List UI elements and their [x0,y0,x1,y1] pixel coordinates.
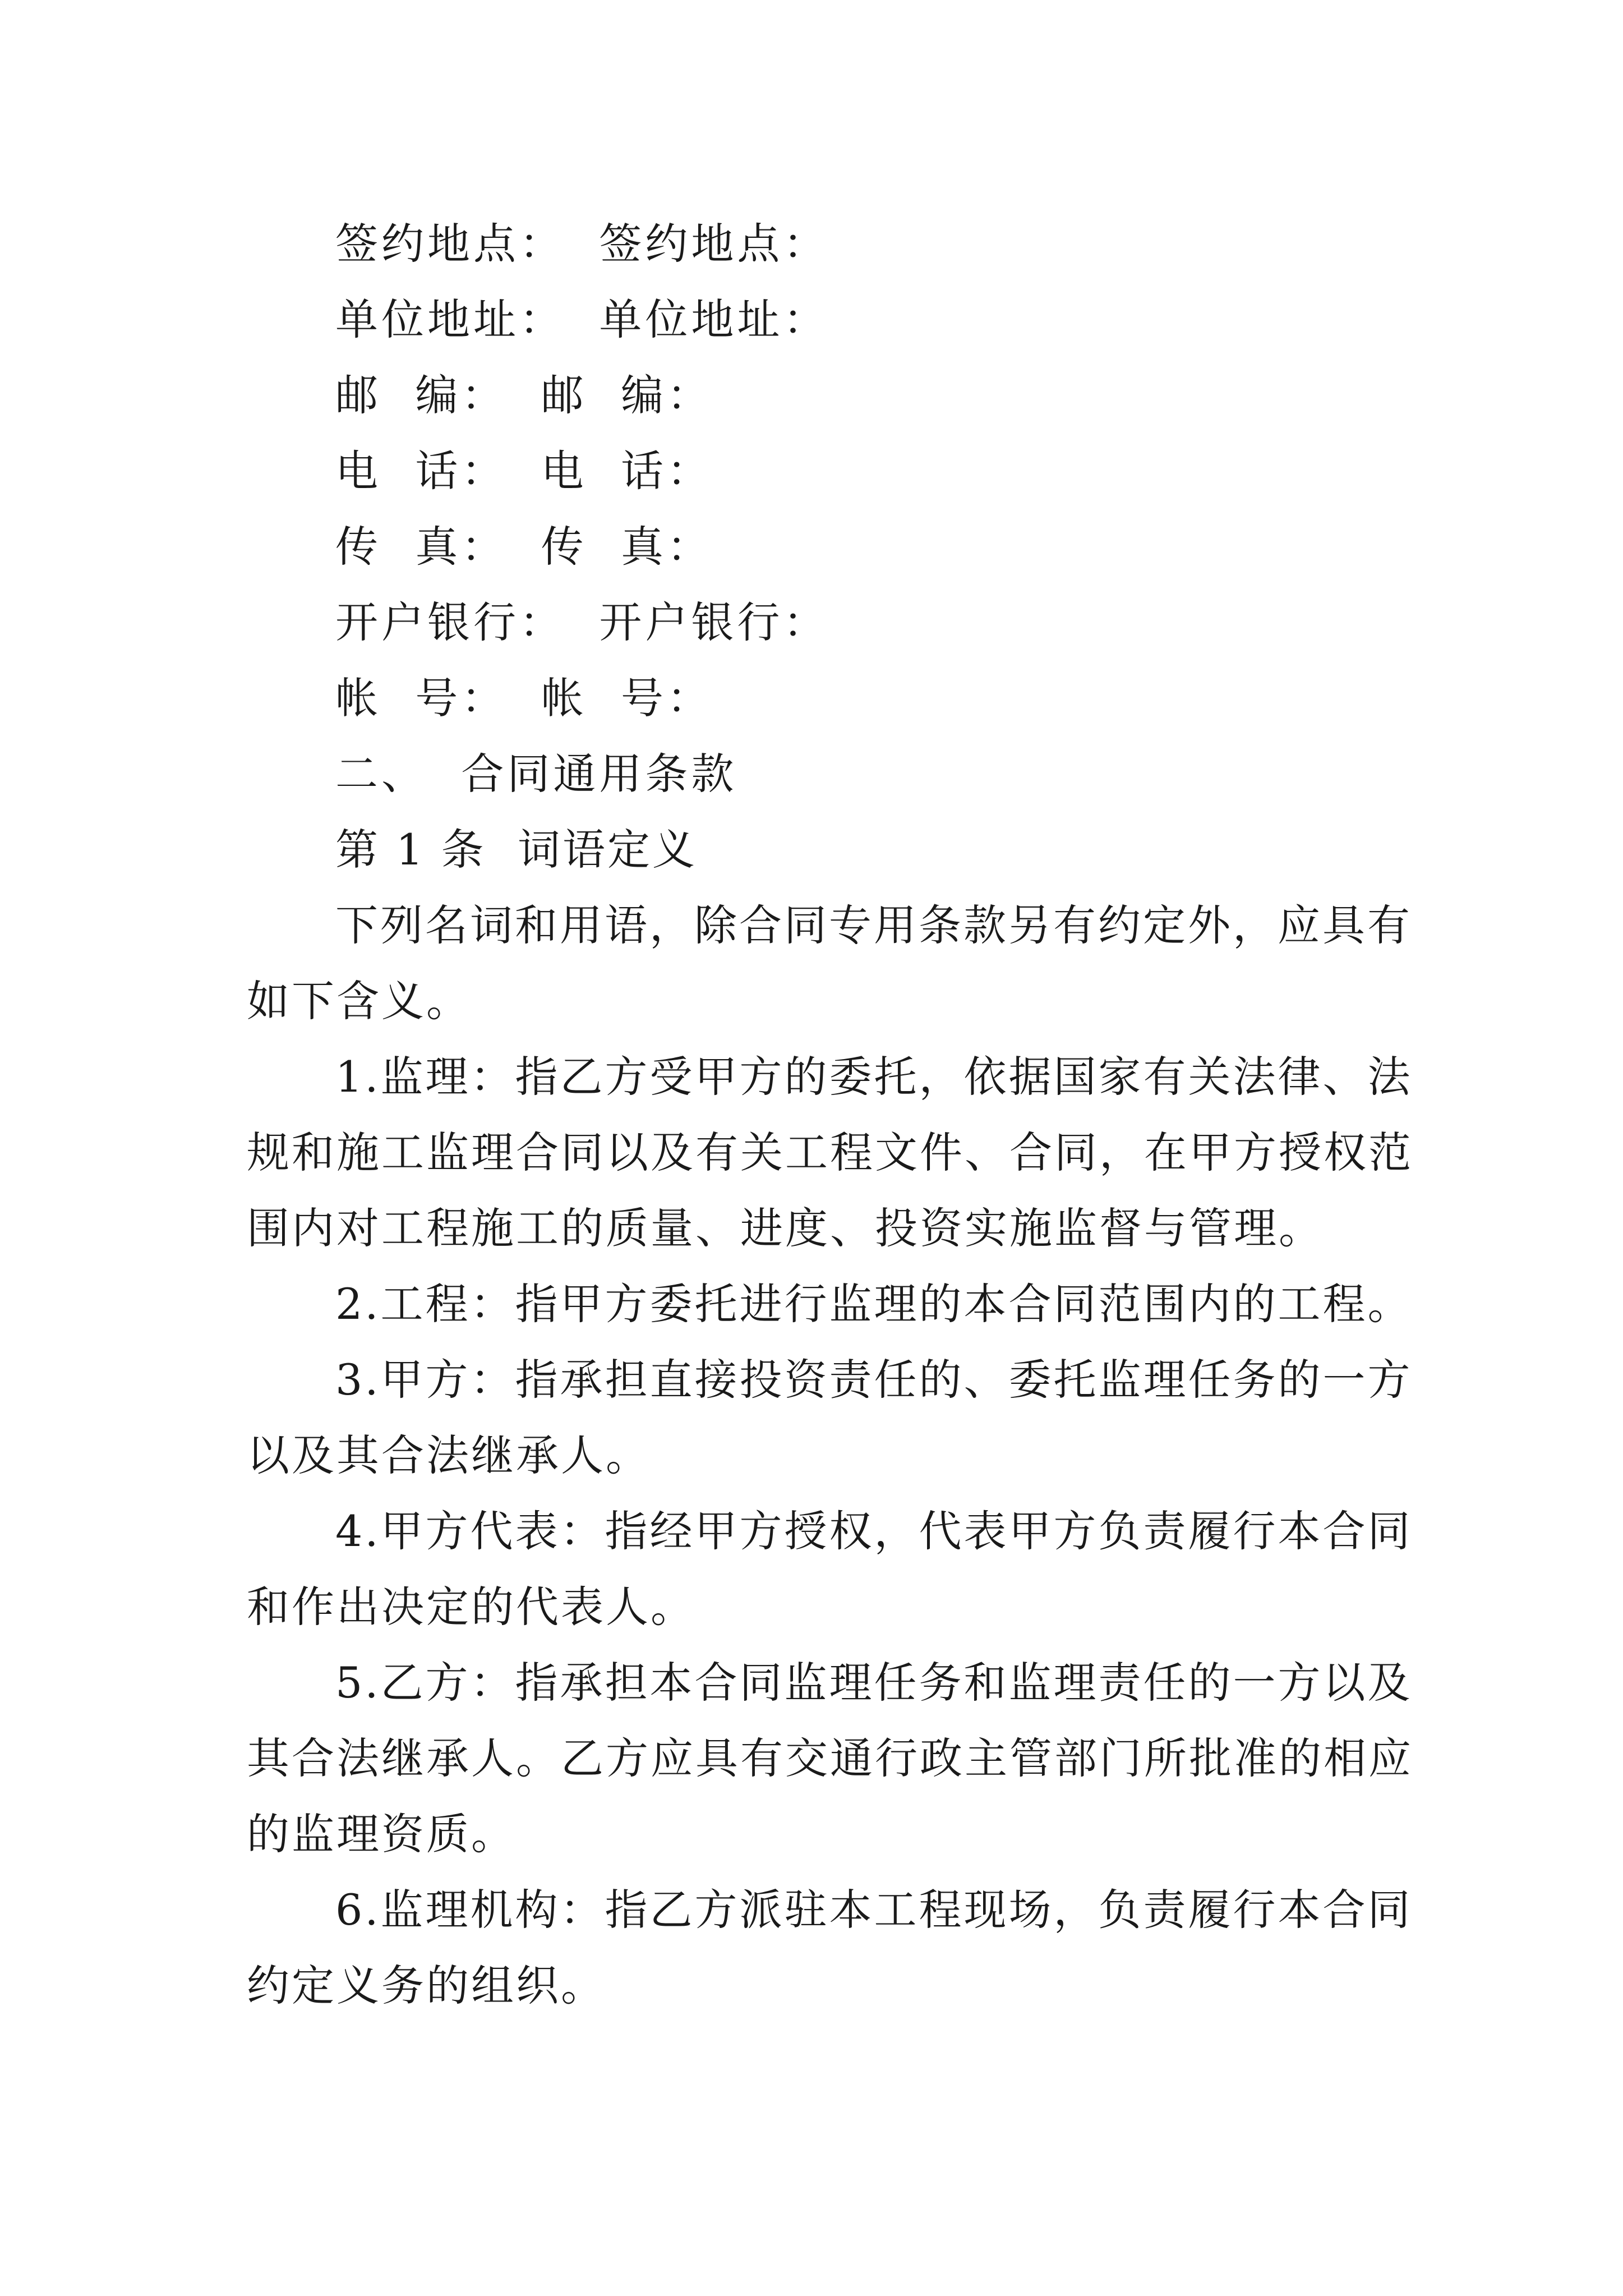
paragraph-line: 规和施工监理合同以及有关工程文件、合同，在甲方授权范 [247,1128,1413,1177]
article-heading: 第 1 条 词语定义 [335,825,697,875]
paragraph-line: 3.甲方：指承担直接投资责任的、委托监理任务的一方 [335,1355,1413,1405]
paragraph-line: 4.甲方代表：指经甲方授权，代表甲方负责履行本合同 [335,1506,1413,1556]
paragraph-line: 如下含义。 [247,976,471,1026]
field-postcode: 邮 编： 邮 编： [335,370,713,420]
field-bank: 开户银行： 开户银行： [335,597,829,647]
paragraph-line: 2.工程：指甲方委托进行监理的本合同范围内的工程。 [335,1279,1413,1329]
paragraph-line: 下列名词和用语，除合同专用条款另有约定外，应具有 [335,900,1412,950]
paragraph-line: 约定义务的组织。 [247,1961,606,2010]
section-heading: 二、 合同通用条款 [335,749,737,799]
field-unit-address: 单位地址： 单位地址： [335,295,829,344]
paragraph-line: 围内对工程施工的质量、进度、投资实施监督与管理。 [247,1203,1324,1253]
paragraph-line: 和作出决定的代表人。 [247,1582,695,1632]
field-fax: 传 真： 传 真： [335,522,713,572]
paragraph-line: 1.监理：指乙方受甲方的委托，依据国家有关法律、法 [335,1052,1413,1102]
paragraph-line: 5.乙方：指承担本合同监理任务和监理责任的一方以及 [335,1658,1413,1708]
paragraph-line: 以及其合法继承人。 [247,1430,651,1480]
paragraph-line: 的监理资质。 [247,1809,516,1859]
field-phone: 电 话： 电 话： [335,446,713,496]
field-account: 帐 号： 帐 号： [335,673,713,723]
field-signing-place: 签约地点： 签约地点： [335,219,829,269]
paragraph-line: 6.监理机构：指乙方派驻本工程现场，负责履行本合同 [335,1885,1413,1935]
paragraph-line: 其合法继承人。乙方应具有交通行政主管部门所批准的相应 [247,1733,1413,1783]
